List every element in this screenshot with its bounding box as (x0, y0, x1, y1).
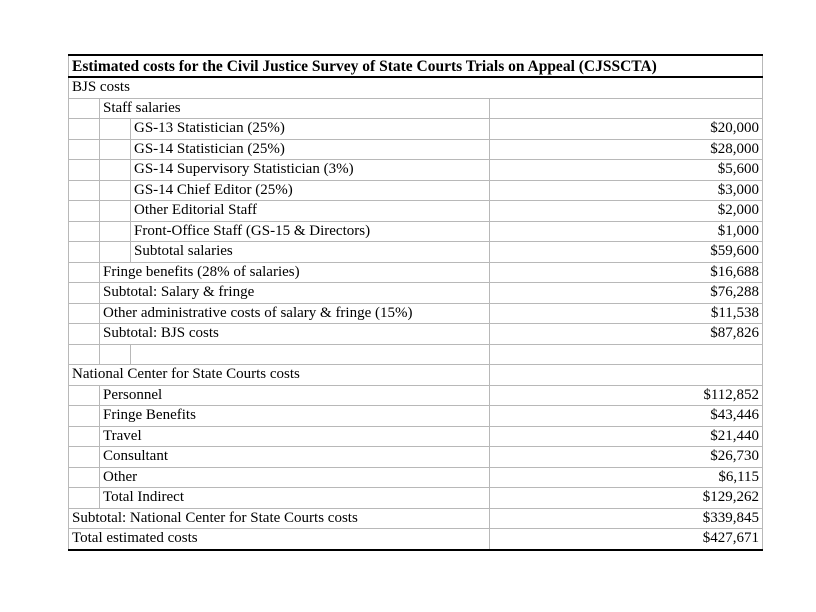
row-label: Subtotal: Salary & fringe (100, 283, 490, 304)
table-row (69, 447, 763, 468)
row-amount: $59,600 (490, 242, 763, 263)
ncsc-subtotal-amount: $339,845 (490, 508, 763, 529)
row-amount: $26,730 (490, 447, 763, 468)
row-label: Other (100, 467, 490, 488)
bjs-heading-row (69, 77, 763, 98)
row-amount: $129,262 (490, 488, 763, 509)
row-amount: $21,440 (490, 426, 763, 447)
table-row (69, 426, 763, 447)
row-amount: $11,538 (490, 303, 763, 324)
cost-sheet (68, 54, 762, 551)
row-amount: $28,000 (490, 139, 763, 160)
total-amount: $427,671 (490, 529, 763, 550)
table-row (69, 467, 763, 488)
row-label: GS-14 Supervisory Statistician (3%) (131, 160, 490, 181)
row-amount: $2,000 (490, 201, 763, 222)
row-label: Total Indirect (100, 488, 490, 509)
table-title: Estimated costs for the Civil Justice Survey of State Courts Trials on Appeal (CJSSCTA) (69, 55, 763, 77)
row-amount: $1,000 (490, 221, 763, 242)
table-row (69, 180, 763, 201)
table-row (69, 406, 763, 427)
row-label: GS-14 Statistician (25%) (131, 139, 490, 160)
row-amount: $16,688 (490, 262, 763, 283)
table-row (69, 160, 763, 181)
row-label: Other administrative costs of salary & fringe (15%) (100, 303, 490, 324)
table-row (69, 488, 763, 509)
ncsc-subtotal-row (69, 508, 763, 529)
row-amount: $112,852 (490, 385, 763, 406)
row-label: Consultant (100, 447, 490, 468)
ncsc-heading: National Center for State Courts costs (69, 365, 490, 386)
row-amount: $6,115 (490, 467, 763, 488)
table-row (69, 303, 763, 324)
row-label: Subtotal: BJS costs (100, 324, 490, 345)
row-label: GS-13 Statistician (25%) (131, 119, 490, 140)
title-row (69, 55, 763, 77)
ncsc-subtotal-label: Subtotal: National Center for State Courts costs (69, 508, 490, 529)
row-label: Front-Office Staff (GS-15 & Directors) (131, 221, 490, 242)
row-label: Fringe Benefits (100, 406, 490, 427)
cost-table (68, 54, 763, 551)
row-label: Subtotal salaries (131, 242, 490, 263)
row-amount: $43,446 (490, 406, 763, 427)
row-label: Other Editorial Staff (131, 201, 490, 222)
total-label: Total estimated costs (69, 529, 490, 550)
row-amount: $5,600 (490, 160, 763, 181)
ncsc-heading-row (69, 365, 763, 386)
row-amount: $87,826 (490, 324, 763, 345)
bjs-heading: BJS costs (69, 77, 763, 98)
staff-heading: Staff salaries (100, 98, 490, 119)
row-amount: $20,000 (490, 119, 763, 140)
table-row (69, 283, 763, 304)
table-row (69, 139, 763, 160)
table-row (69, 119, 763, 140)
table-row (69, 324, 763, 345)
row-label: Personnel (100, 385, 490, 406)
row-amount: $76,288 (490, 283, 763, 304)
row-label: GS-14 Chief Editor (25%) (131, 180, 490, 201)
total-row (69, 529, 763, 550)
table-row (69, 201, 763, 222)
staff-heading-row (69, 98, 763, 119)
row-label: Fringe benefits (28% of salaries) (100, 262, 490, 283)
table-row (69, 262, 763, 283)
row-amount: $3,000 (490, 180, 763, 201)
table-row (69, 221, 763, 242)
table-row (69, 385, 763, 406)
table-row (69, 242, 763, 263)
row-label: Travel (100, 426, 490, 447)
spacer-row (69, 344, 763, 365)
